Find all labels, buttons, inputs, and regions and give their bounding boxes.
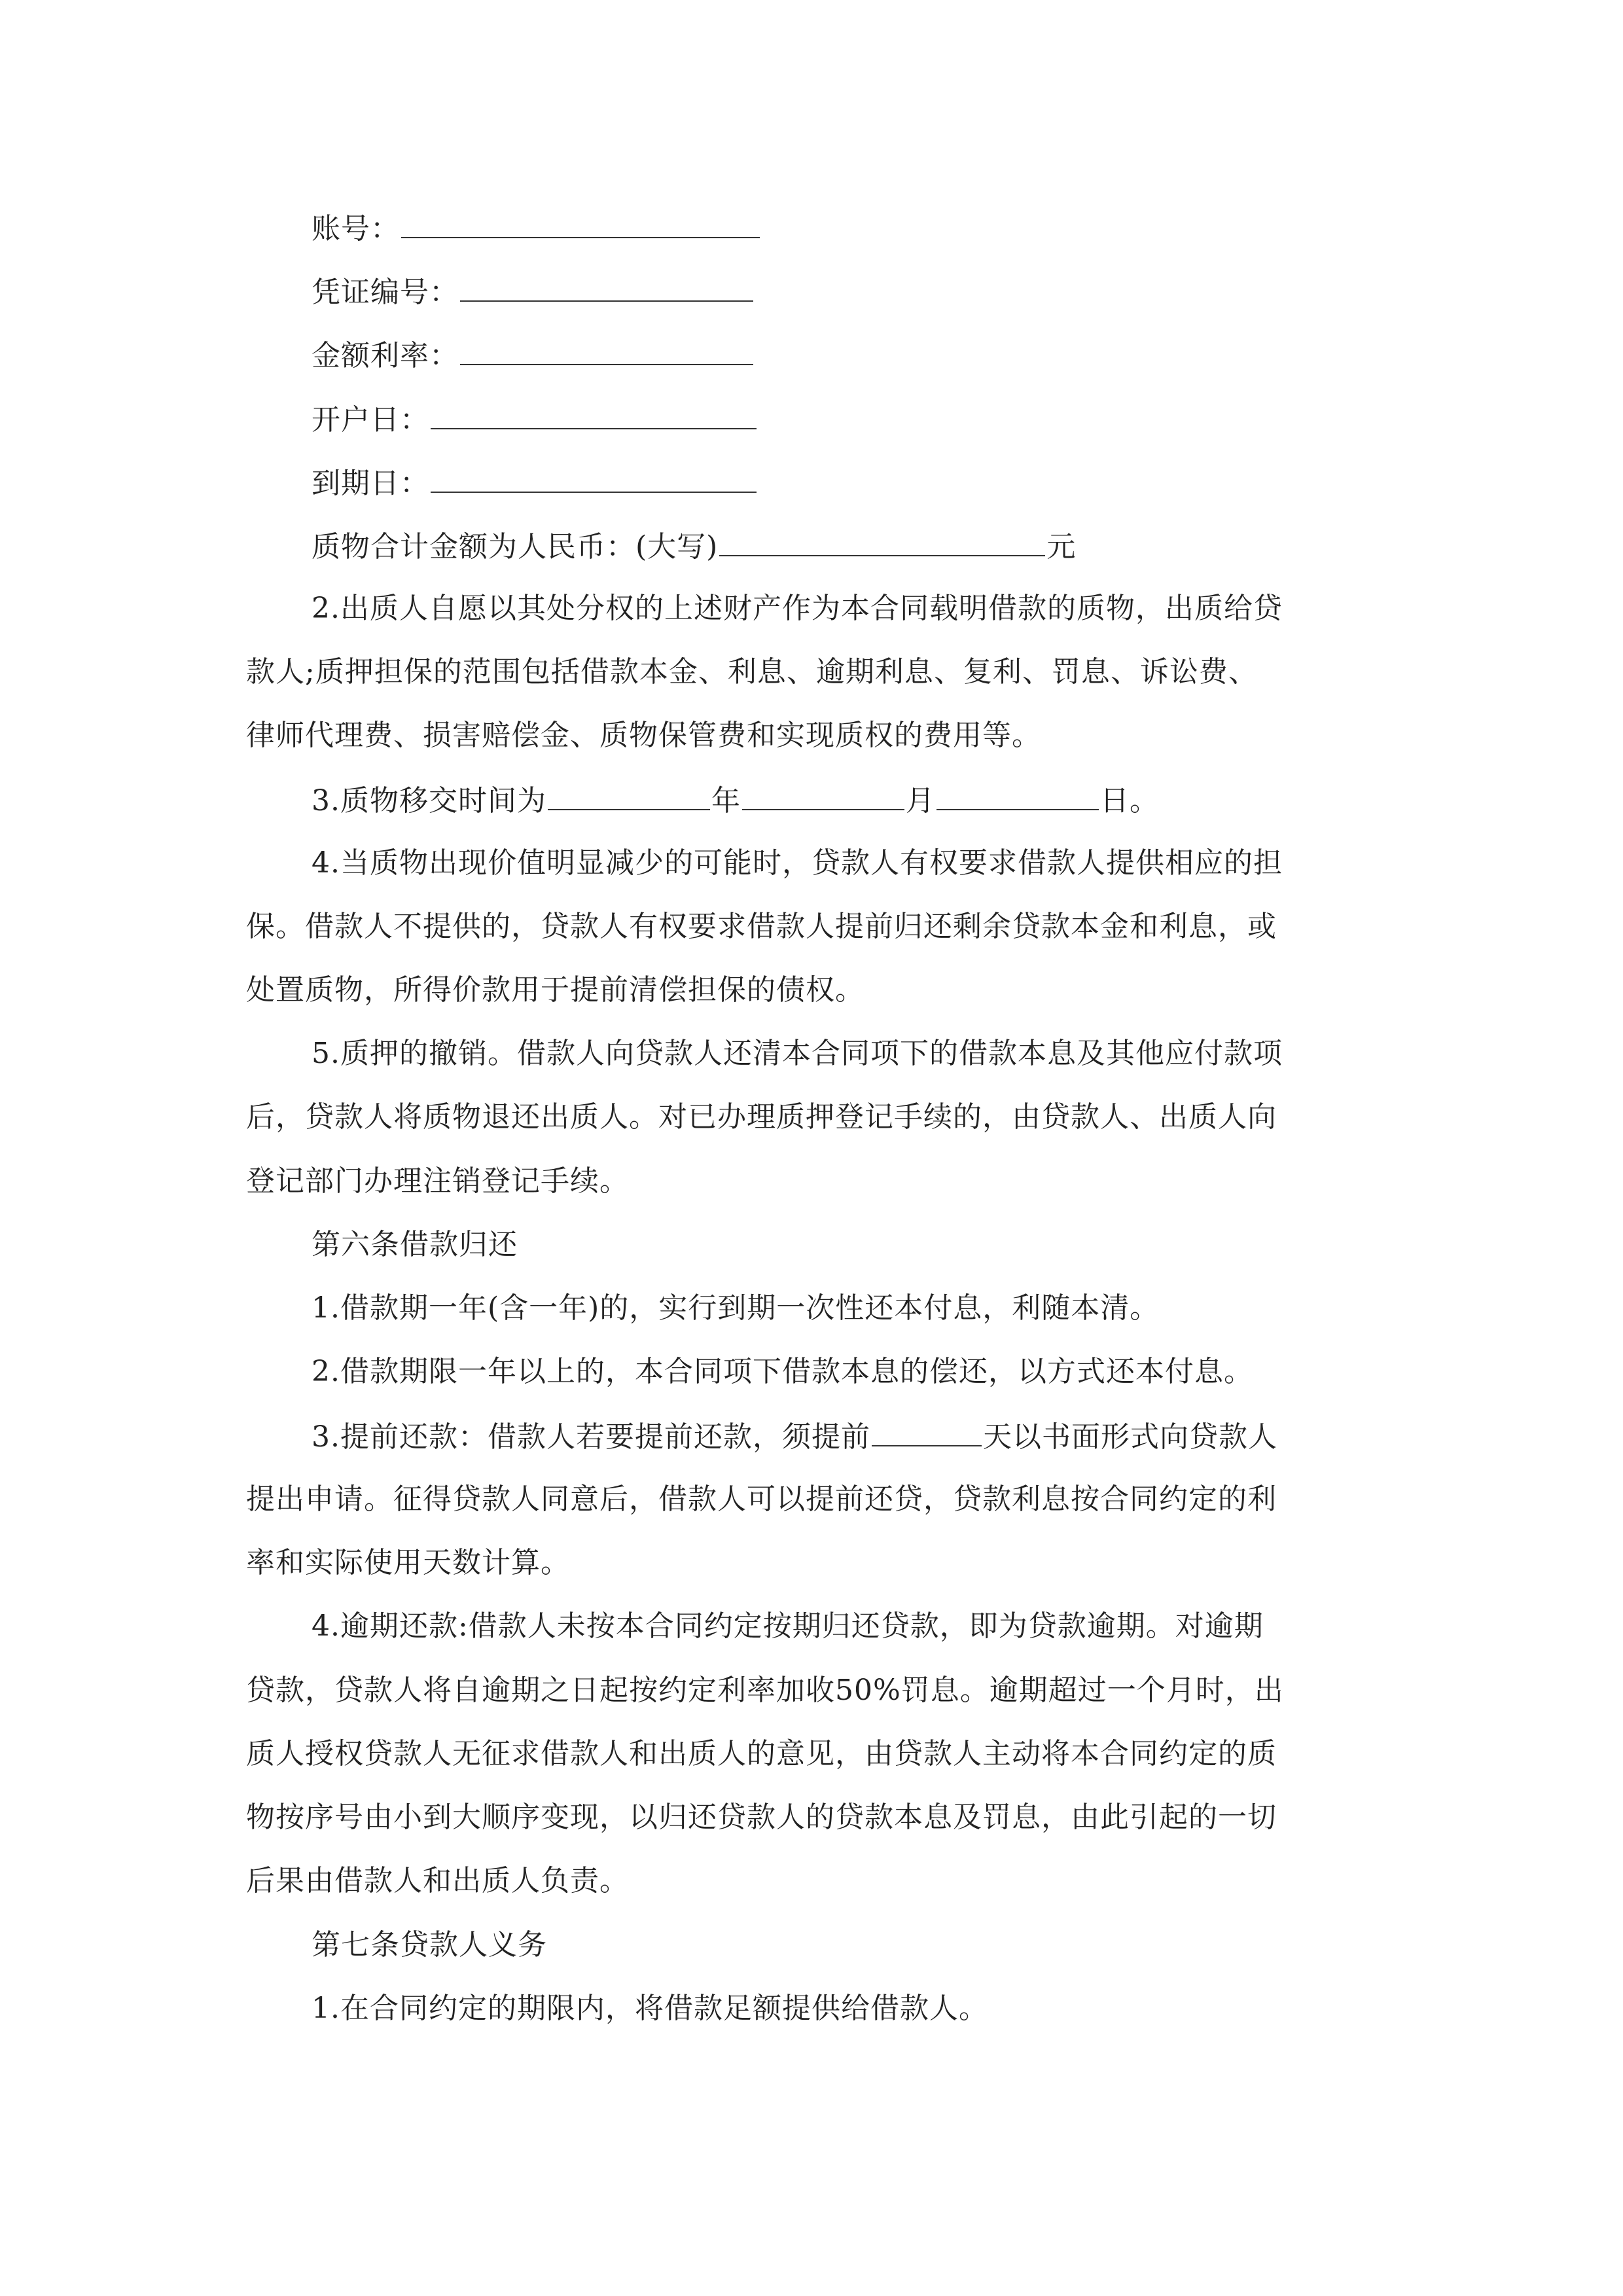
clause-5-line-3: 登记部门办理注销登记手续。 xyxy=(246,1164,629,1198)
voucher-label: 凭证编号： xyxy=(312,276,459,309)
article-7-item-1: 1.在合同约定的期限内，将借款足额提供给借款人。 xyxy=(312,1992,988,2025)
open-date-label: 开户日： xyxy=(312,403,429,437)
article-6-heading: 第六条借款归还 xyxy=(312,1228,518,1261)
clause-5-line-2: 后，贷款人将质物退还出质人。对已办理质押登记手续的，由贷款人、出质人向 xyxy=(246,1100,1277,1134)
open-date-blank xyxy=(431,399,757,429)
total-amount-blank xyxy=(719,526,1045,556)
total-amount-label: 质物合计金额为人民币：(大写) xyxy=(312,530,719,564)
month-label: 月 xyxy=(905,784,935,817)
total-amount-field xyxy=(312,526,1076,567)
month-blank xyxy=(742,780,904,810)
clause-4-line-1: 4.当质物出现价值明显减少的可能时，贷款人有权要求借款人提供相应的担 xyxy=(312,846,1283,880)
days-blank xyxy=(872,1416,982,1446)
article-6-item-4-line-4: 物按序号由小到大顺序变现，以归还贷款人的贷款本息及罚息，由此引起的一切 xyxy=(246,1801,1277,1834)
article-6-item-3-line-3: 率和实际使用天数计算。 xyxy=(246,1546,570,1579)
open-date-field xyxy=(312,399,758,440)
article-6-item-4-line-5: 后果由借款人和出质人负责。 xyxy=(246,1864,629,1897)
clause-3-prefix: 3.质物移交时间为 xyxy=(312,784,546,817)
amount-rate-blank xyxy=(460,335,753,365)
article-6-item-2: 2.借款期限一年以上的，本合同项下借款本息的偿还，以方式还本付息。 xyxy=(312,1355,1253,1388)
clause-4-line-2: 保。借款人不提供的，贷款人有权要求借款人提前归还剩余贷款本金和利息，或 xyxy=(246,910,1277,943)
amount-rate-field xyxy=(312,335,755,376)
clause-2-line-3: 律师代理费、损害赔偿金、质物保管费和实现质权的费用等。 xyxy=(246,719,1041,752)
clause-2-line-2: 款人;质押担保的范围包括借款本金、利息、逾期利息、复利、罚息、诉讼费、 xyxy=(246,655,1258,689)
article-6-item-3-suffix: 天以书面形式向贷款人 xyxy=(982,1420,1277,1454)
article-7-heading: 第七条贷款人义务 xyxy=(312,1928,547,1962)
year-label: 年 xyxy=(711,784,741,817)
article-6-item-4-line-3: 质人授权贷款人无征求借款人和出质人的意见，由贷款人主动将本合同约定的质 xyxy=(246,1737,1277,1770)
day-label: 日。 xyxy=(1099,784,1159,817)
clause-5-line-1: 5.质押的撤销。借款人向贷款人还清本合同项下的借款本息及其他应付款项 xyxy=(312,1037,1283,1070)
due-date-blank xyxy=(431,463,757,493)
amount-rate-label: 金额利率： xyxy=(312,339,459,372)
year-blank xyxy=(548,780,710,810)
article-6-item-1: 1.借款期一年(含一年)的，实行到期一次性还本付息，利随本清。 xyxy=(312,1291,1160,1325)
account-field xyxy=(312,208,761,249)
article-6-item-4-line-2: 贷款，贷款人将自逾期之日起按约定利率加收50%罚息。逾期超过一个月时，出 xyxy=(246,1674,1284,1707)
article-6-item-3-prefix: 3.提前还款：借款人若要提前还款，须提前 xyxy=(312,1420,870,1454)
account-label: 账号： xyxy=(312,212,400,245)
due-date-field xyxy=(312,463,758,503)
clause-3 xyxy=(312,780,1159,821)
article-6-item-3-line-2: 提出申请。征得贷款人同意后，借款人可以提前还贷，贷款利息按合同约定的利 xyxy=(246,1482,1277,1516)
voucher-blank xyxy=(460,272,753,302)
article-6-item-4-line-1: 4.逾期还款:借款人未按本合同约定按期归还贷款，即为贷款逾期。对逾期 xyxy=(312,1609,1264,1643)
clause-2-line-1: 2.出质人自愿以其处分权的上述财产作为本合同载明借款的质物，出质给贷 xyxy=(312,592,1283,625)
day-blank xyxy=(936,780,1099,810)
clause-4-line-3: 处置质物，所得价款用于提前清偿担保的债权。 xyxy=(246,973,865,1007)
total-amount-unit: 元 xyxy=(1046,530,1077,564)
account-blank xyxy=(401,208,760,238)
voucher-field xyxy=(312,272,755,312)
due-date-label: 到期日： xyxy=(312,467,429,500)
article-6-item-3-line-1 xyxy=(312,1416,1277,1457)
